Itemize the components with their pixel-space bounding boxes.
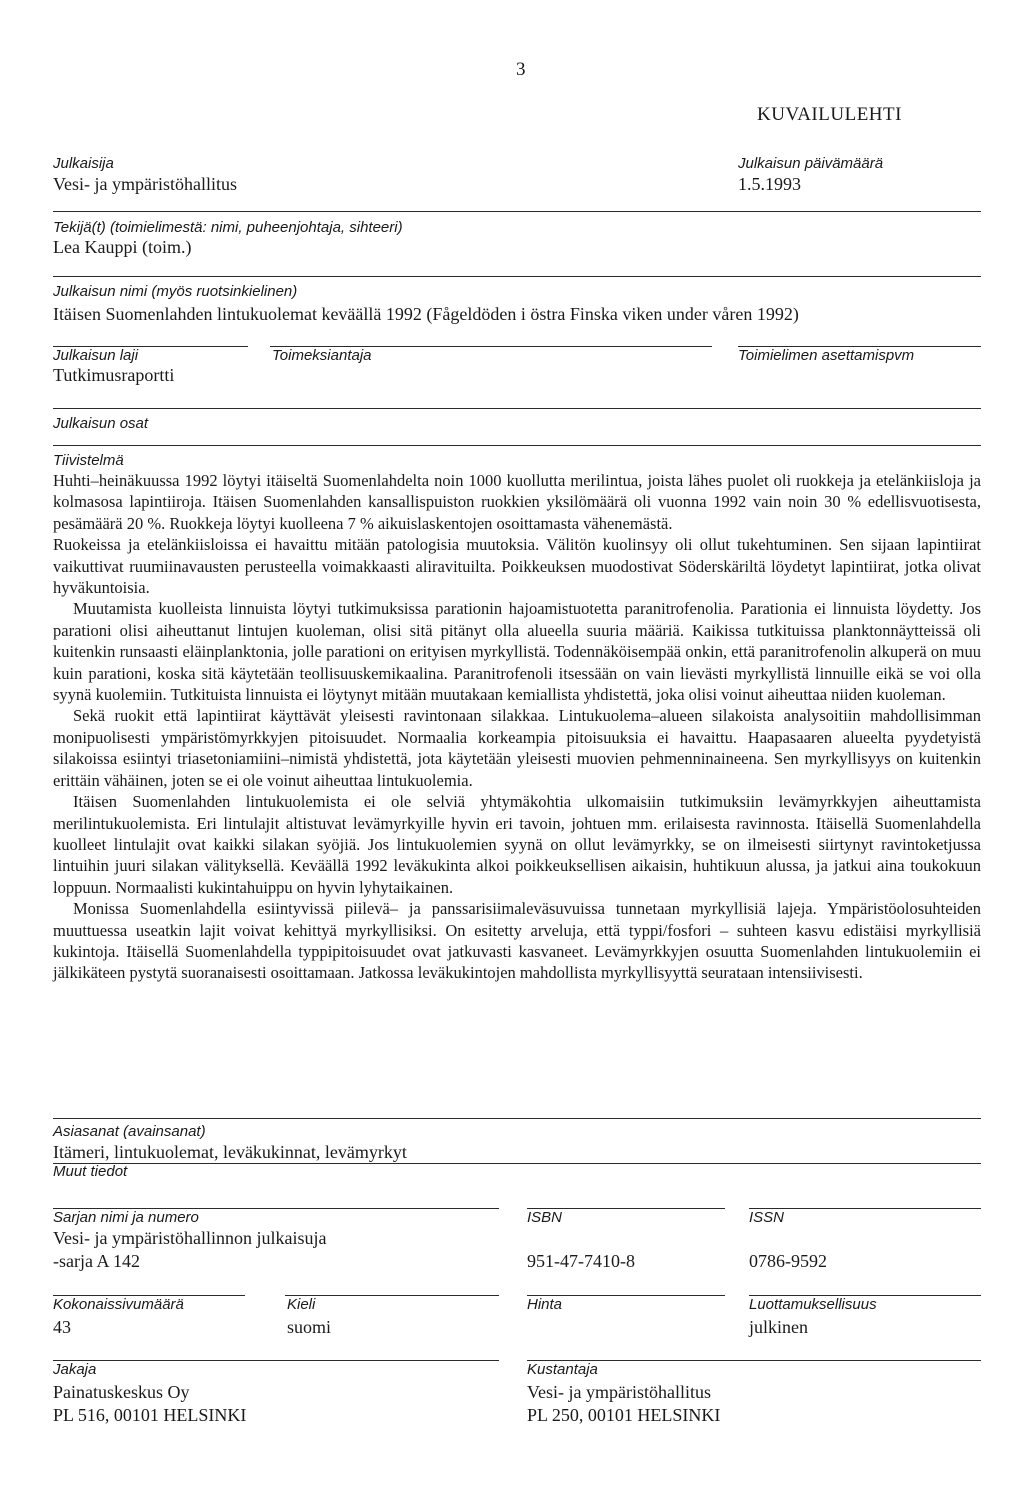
- parts-label: Julkaisun osat: [53, 415, 149, 432]
- publication-type-label: Julkaisun laji: [53, 347, 139, 364]
- language-label: Kieli: [287, 1296, 316, 1313]
- series-line1: Vesi- ja ympäristöhallinnon julkaisuja: [53, 1228, 327, 1248]
- issn-label: ISSN: [749, 1209, 785, 1226]
- publication-date-label: Julkaisun päivämäärä: [738, 155, 884, 172]
- summary-paragraph: Itäisen Suomenlahden lintukuolemista ei ole selviä yhtymäkohtia ulkomaisiin tutkimuksiin levämyrkkyjen aiheuttamista merilintukuolemista. Eri lintulajit altistuvat levämyrkyille hyvin eri tavoin, johtuen mm. erilaisesta ravinnosta. Itäisellä Suomenlahdella kuolleet lintulajit ovat kaikki silakan syöjiä. Jos lintukuolemien syynä on ollut levämyrkky, se on ilmeisesti siirtynyt ravintoketjussa lintuihin juuri silakan välityksellä. Keväällä 1992 leväkukinta alkoi poikkeuksellisen aikaisin, huhtikuun alussa, ja jatkui aina toukokuun loppuun. Normaalisti kukintahuippu on hyvin lyhytaikainen.: [53, 792, 981, 897]
- divider: [53, 211, 981, 212]
- summary-paragraph: Monissa Suomenlahdella esiintyvissä piilevä– ja panssarisiimaleväsuvuissa tunnetaan myrkyllisiä lajeja. Ympäristöolosuhteiden muuttuessa useatkin lajit voivat kehittyä myrkyllisiksi. On esitetty arveluja, että typpi/fosfori – suhteen kasvu edistäisi myrkyllisiä kukintoja. Itäisellä Suomenlahdella typpipitoisuudet ovat jatkuvasti kasvaneet. Levämyrkkyjen osuutta Suomenlahden lintukuolemiin ei jälkikäteen pystytä suoranaisesti osoittamaan. Jatkossa leväkukintojen mahdollista myrkyllisyyttä seurataan intensiivisesti.: [53, 899, 981, 983]
- title-label: Julkaisun nimi (myös ruotsinkielinen): [53, 283, 298, 300]
- keywords-value: Itämeri, lintukuolemat, leväkukinnat, levämyrkyt: [53, 1142, 407, 1162]
- authors-value: Lea Kauppi (toim.): [53, 237, 192, 257]
- series-line2: -sarja A 142: [53, 1251, 140, 1271]
- publication-type-value: Tutkimusraportti: [53, 365, 175, 385]
- divider: [53, 408, 981, 409]
- other-info-label: Muut tiedot: [53, 1163, 128, 1180]
- form-title: KUVAILULEHTI: [757, 104, 902, 125]
- divider: [53, 276, 981, 277]
- distributor-line2: PL 516, 00101 HELSINKI: [53, 1405, 247, 1425]
- divider: [53, 1360, 499, 1361]
- confidentiality-value: julkinen: [749, 1317, 808, 1337]
- publisher-label: Julkaisija: [53, 155, 114, 172]
- title-value: Itäisen Suomenlahden lintukuolemat keväällä 1992 (Fågeldöden i östra Finska viken under våren 1992): [53, 304, 799, 324]
- page-number: 3: [516, 59, 526, 80]
- page-count-label: Kokonaissivumäärä: [53, 1296, 184, 1313]
- isbn-label: ISBN: [527, 1209, 563, 1226]
- publisher-org-line1: Vesi- ja ympäristöhallitus: [527, 1382, 711, 1402]
- divider: [53, 1118, 981, 1119]
- price-label: Hinta: [527, 1296, 563, 1313]
- summary-paragraph: Ruokeissa ja etelänkiisloissa ei havaittu mitään patologisia muutoksia. Välitön kuolinsyy oli ollut tukehtuminen. Sen sijaan lapintiirat vaikuttivat ruumiinavausten perusteella voimakkaasti aliravituilta. Poikkeuksen muodostivat Söderskäriltä löydetyt lapintiirat, jotka olivat hyväkuntoisia.: [53, 535, 981, 598]
- language-value: suomi: [287, 1317, 332, 1337]
- issn-value: 0786-9592: [749, 1251, 827, 1271]
- summary-label: Tiivistelmä: [53, 452, 124, 469]
- isbn-value: 951-47-7410-8: [527, 1251, 635, 1271]
- distributor-line1: Painatuskeskus Oy: [53, 1382, 190, 1402]
- publisher-value: Vesi- ja ympäristöhallitus: [53, 174, 237, 194]
- commissioner-label: Toimeksiantaja: [272, 347, 372, 364]
- summary-paragraph: Muutamista kuolleista linnuista löytyi tutkimuksissa parationin hajoamistuotetta paranitrofenolia. Parationia ei linnuista löydetty. Jos parationi olisi aiheuttanut lintujen kuoleman, olisi sitä pitänyt olla alueella suuria määriä. Kaikissa tutkituissa planktonnäytteissä oli kuitenkin runsaasti eläinplanktonia, jolle parationi on erityisen myrkyllistä. Todennäköisempää onkin, että paranitrofenolin alkuperä on muu kuin parationi, koska sitä käytetään teollisuuskemikaalina. Paranitrofenoli itsessään on vain lievästi myrkyllistä linnuille eikä se voi olla syynä kuolemiin. Tutkituista linnuista ei löytynyt mitään muutakaan kemiallista yhdistettä, joka olisi voinut aiheuttaa niiden kuoleman.: [53, 599, 981, 705]
- publisher-org-label: Kustantaja: [527, 1361, 598, 1378]
- summary-text: [53, 470, 981, 984]
- page-count-value: 43: [53, 1317, 71, 1337]
- keywords-label: Asiasanat (avainsanat): [53, 1123, 206, 1140]
- divider: [53, 1163, 981, 1164]
- establishment-date-label: Toimielimen asettamispvm: [738, 347, 915, 364]
- divider: [285, 1295, 499, 1296]
- summary-paragraph: Huhti–heinäkuussa 1992 löytyi itäiseltä Suomenlahdelta noin 1000 kuollutta merilintua, joista lähes puolet oli ruokkeja ja etelänkiisloja ja kolmasosa lapintiiroja. Itäisen Suomenlahden kansallispuiston ruokkien yksilömäärä oli vuonna 1992 vain noin 30 % edellisvuotisesta, pesämäärä 20 %. Ruokkeja löytyi kuolleena 7 % aikuislaskentojen osoittamasta vähenemästä.: [53, 471, 981, 533]
- confidentiality-label: Luottamuksellisuus: [749, 1296, 877, 1313]
- divider: [53, 445, 981, 446]
- distributor-label: Jakaja: [53, 1361, 97, 1378]
- publisher-org-line2: PL 250, 00101 HELSINKI: [527, 1405, 721, 1425]
- publication-date-value: 1.5.1993: [738, 174, 801, 194]
- summary-paragraph: Sekä ruokit että lapintiirat käyttävät yleisesti ravintonaan silakkaa. Lintukuolema–alueen silakoista analysoitiin mahdollisimman monipuolisesti ympäristömyrkkyjen pitoisuudet. Normaalia korkeampia pitoisuuksia ei havaittu. Haapasaaren alueelta pyydetyistä silakoissa esiintyi triasetoniamiini–nimistä yhdistettä, jota käytetään yleisesti muovien pehmenninaineena. Sen myrkyllisyys on kuitenkin erittäin vähäinen, joten se ei ole voinut aiheuttaa lintukuolemia.: [53, 706, 981, 790]
- series-label: Sarjan nimi ja numero: [53, 1209, 199, 1226]
- authors-label: Tekijä(t) (toimielimestä: nimi, puheenjohtaja, sihteeri): [53, 219, 403, 236]
